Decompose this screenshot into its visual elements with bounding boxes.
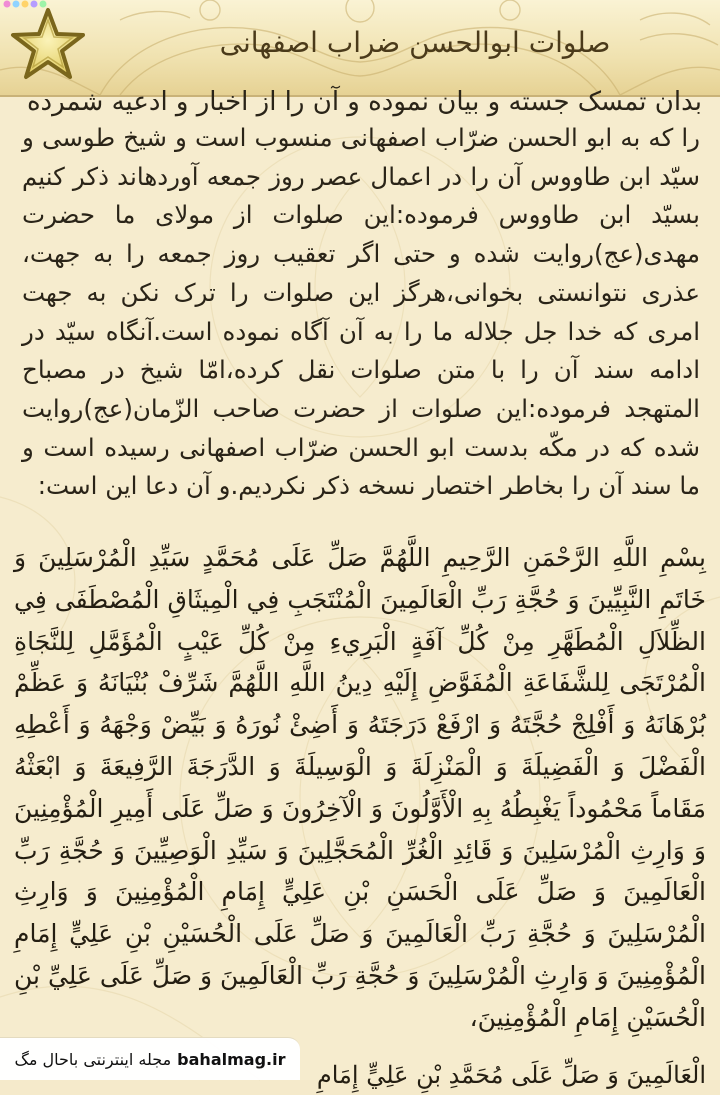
watermark-site: bahalmag.ir xyxy=(177,1049,286,1069)
prayer-text: بِسْمِ اللَّهِ الرَّحْمَنِ الرَّحِيمِ اللَّهُمَّ صَلِّ عَلَى مُحَمَّدٍ سَيِّدِ الْمُرْسَلِينَ وَ خَاتَمِ النَّبِيِّينَ وَ حُجَّةِ رَبِّ الْعَالَمِينَ الْمُنْتَجَبِ فِي الْمِيثَاقِ الْمُصْطَفَى فِي الظِّلاَلِ الْمُطَهَّرِ مِنْ كُلِّ آفَةٍ الْبَرِيءِ مِنْ كُلِّ عَيْبٍ الْمُؤَمَّلِ لِلنَّجَاةِ الْمُرْتَجَى لِلشَّفَاعَةِ الْمُفَوَّضِ إِلَيْهِ دِينُ اللَّهِ اللَّهُمَّ شَرِّفْ بُنْيَانَهُ وَ عَظِّمْ بُرْهَانَهُ وَ أَفْلِجْ حُجَّتَهُ وَ ارْفَعْ دَرَجَتَهُ وَ أَضِئْ نُورَهُ وَ بَيِّضْ وَجْهَهُ وَ أَعْطِهِ الْفَضْلَ وَ الْفَضِيلَةَ وَ الْمَنْزِلَةَ وَ الْوَسِيلَةَ وَ الدَّرَجَةَ الرَّفِيعَةَ وَ ابْعَثْهُ مَقَاماً مَحْمُوداً يَغْبِطُهُ بِهِ الْأَوَّلُونَ وَ الْآخِرُونَ وَ صَلِّ عَلَى أَمِيرِ الْمُؤْمِنِينَ وَ وَارِثِ الْمُرْسَلِينَ وَ قَائِدِ الْغُرِّ الْمُحَجَّلِينَ وَ سَيِّدِ الْوَصِيِّينَ وَ حُجَّةِ رَبِّ الْعَالَمِينَ وَ صَلِّ عَلَى الْحَسَنِ بْنِ عَلِيٍّ إِمَامِ الْمُؤْمِنِينَ وَ وَارِثِ الْمُرْسَلِينَ وَ حُجَّةِ رَبِّ الْعَالَمِينَ وَ صَلِّ عَلَى الْحُسَيْنِ بْنِ عَلِيٍّ إِمَامِ الْمُؤْمِنِينَ وَ وَارِثِ الْمُرْسَلِينَ وَ حُجَّةِ رَبِّ الْعَالَمِينَ وَ صَلِّ عَلَى عَلِيِّ بْنِ الْحُسَيْنِ إِمَامِ الْمُؤْمِنِينَ، xyxy=(14,543,706,1032)
intro-paragraph: را که به ابو الحسن ضرّاب اصفهانی منسوب است و شیخ طوسی و سیّد ابن طاووس آن را در اعمال عصر روز جمعه آوردهاند ذکر کنیم بسیّد ابن طاووس فرموده:این صلوات از مولای ما حضرت مهدی(عج)روایت شده و حتی اگر تعقیب روز جمعه را به جهت، عذری نتوانستی بخوانی،هرگز این صلوات را ترک نکن به جهت امری که خدا جل جلاله ما را به آن آگاه نموده است.آنگاه سیّد در ادامه سند آن را با متن صلوات نقل کرده،امّا شیخ در مصباح المتهجد فرموده:این صلوات از حضرت صاحب الزّمان(عج)روایت شده که در مکّه بدست ابو الحسن ضرّاب اصفهانی رسیده است و ما سند آن را بخاطر اختصار نسخه ذکر نکردیم.و آن دعا این است: xyxy=(22,123,700,501)
scrolled-partial-line: بدان تمسک جسته و بیان نموده و آن را از اخبار و ادعیه شمرده xyxy=(26,87,702,117)
page-title: صلوات ابوالحسن ضراب اصفهانی xyxy=(219,26,611,59)
watermark-label: مجله اینترنتی باحال مگ xyxy=(14,1049,172,1069)
star-icon xyxy=(8,4,88,84)
reading-pane[interactable] xyxy=(0,87,720,1089)
favorite-star-button[interactable] xyxy=(8,4,88,84)
prayer-continuation-partial: الْعَالَمِينَ وَ صَلِّ عَلَى مُحَمَّدِ بْنِ عَلِيٍّ إِمَامِ xyxy=(316,1061,706,1089)
site-watermark xyxy=(0,1037,300,1080)
